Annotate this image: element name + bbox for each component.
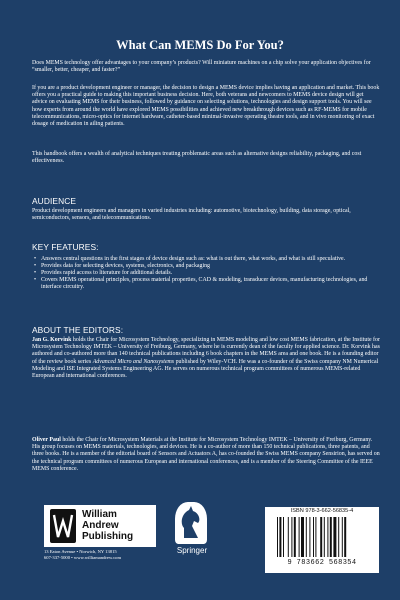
- key-features-list: [32, 256, 380, 291]
- cover-title: What Can MEMS Do For You?: [116, 38, 284, 52]
- springer-knight-icon: [175, 502, 207, 544]
- editor-paul-text: holds the Chair for Microsystem Materials at the Institute for Microsystem Technology IMTEK – University of Freiburg, Germany. His group focuses on MEMS materials, technologies, and devices. He is a co-author of more than 150 technical publications, three patents, and three books. He is a member of the editorial board of Sensors and Actuators A, has co-founded the Swiss MEMS company Sensirion, has served on the technical program committees of numerous European and international conferences, and is a member of the Steering Committee of the IEEE MEMS conference.: [32, 437, 380, 472]
- publisher-address-line-2: 607-337-5000 • www.williamandrew.com: [44, 554, 122, 560]
- william-andrew-logo: [44, 505, 156, 547]
- publisher-address-line-1: 13 Eaton Avenue • Norwich, NY 13815: [44, 549, 117, 554]
- key-features-heading: KEY FEATURES:: [32, 242, 99, 252]
- intro-paragraph-3: This handbook offers a wealth of analytical techniques treating problematic areas such as alternative designs reliability, packaging, and cost effectiveness.: [32, 151, 362, 165]
- editor-korvink-text-1: holds the Chair for Microsystem Technology, specializing in MEMS modeling and low cost MEMS fabrication, at the Institute for Microsystem Technology IMTEK – University of Freiburg, Germany, where he is currently dean of the faculty for applied science. Dr. Korvink has authored and co-authored more than 140 technical publications including 6 book chapters in the MEMS area and one book. He is a founding editor of the review book series: [32, 337, 380, 365]
- intro-paragraph-1: Does MEMS technology offer advantages to your company’s products? Will miniature machines on a chip solve your application objectives for “smaller, better, cheaper, and faster?”: [32, 60, 371, 74]
- audience-text: Product development engineers and managers in varied industries including: automotive, biotechnology, building, data storage, optical, semiconductors, sensors, and telecommunications.: [32, 208, 351, 222]
- editor-korvink-name: Jan G. Korvink: [32, 337, 72, 343]
- isbn-number: ISBN 978-3-662-56835-4: [290, 508, 354, 514]
- key-feature-item: • Covers MEMS operational principles, process material properties, CAD & modeling, transducer devices, manufacturing technologies, and interface circuitry.: [32, 277, 380, 291]
- editor-paul-name: Oliver Paul: [32, 437, 61, 443]
- intro-paragraph-2: If you are a product development engineer or manager, the decision to design a MEMS device implies having an application and market. This book offers you a practical guide to making this important business decision. Here, both veterans and newcomers to MEMS device design will get advice on evaluating MEMS for their business, followed by guidance on selecting solutions, technologies and design support tools. You will see how experts from around the world have explored MEMS possibilities and achieved new breakthrough devices such as RF-MEMS for mobile telecommunications, micro-optics for internet hardware, catheter-based minimal-invasive operating theatre tools, and in vivo monitoring of exact dosage of medication in ailing patients.: [32, 85, 380, 128]
- william-andrew-mark-icon: [50, 509, 76, 543]
- editor-korvink-text-2: published by Wiley-VCH. He was a co-founder of the Swiss company NM Numerical Modeling and ISE Integrated Systems Engineering AG. He serves on numerous technical program committees of numerous MEMS-related European and international conferences.: [32, 358, 379, 380]
- barcode-digits: 9 783662 568354: [287, 559, 357, 567]
- key-feature-item: • Provides rapid access to literature for additional details.: [32, 270, 380, 277]
- isbn-barcode: [265, 507, 379, 573]
- barcode-bars-icon: [277, 517, 373, 557]
- editors-heading: ABOUT THE EDITORS:: [32, 325, 124, 335]
- publisher-address: [44, 549, 164, 560]
- key-feature-item: • Answers central questions in the first stages of device design such as: what is out there, what works, and what is still speculative.: [32, 256, 380, 263]
- publisher-logo-text: William Andrew Publishing: [82, 509, 134, 542]
- audience-heading: AUDIENCE: [32, 196, 77, 206]
- springer-name: Springer: [176, 546, 208, 555]
- series-title: Advanced Micro and Nanosystems: [92, 358, 175, 365]
- key-feature-item: • Provides data for selecting devices, systems, electronics, and packaging: [32, 263, 380, 270]
- springer-logo: [174, 502, 208, 562]
- editor-paul-bio: [32, 437, 380, 473]
- editor-korvink-bio: [32, 337, 380, 380]
